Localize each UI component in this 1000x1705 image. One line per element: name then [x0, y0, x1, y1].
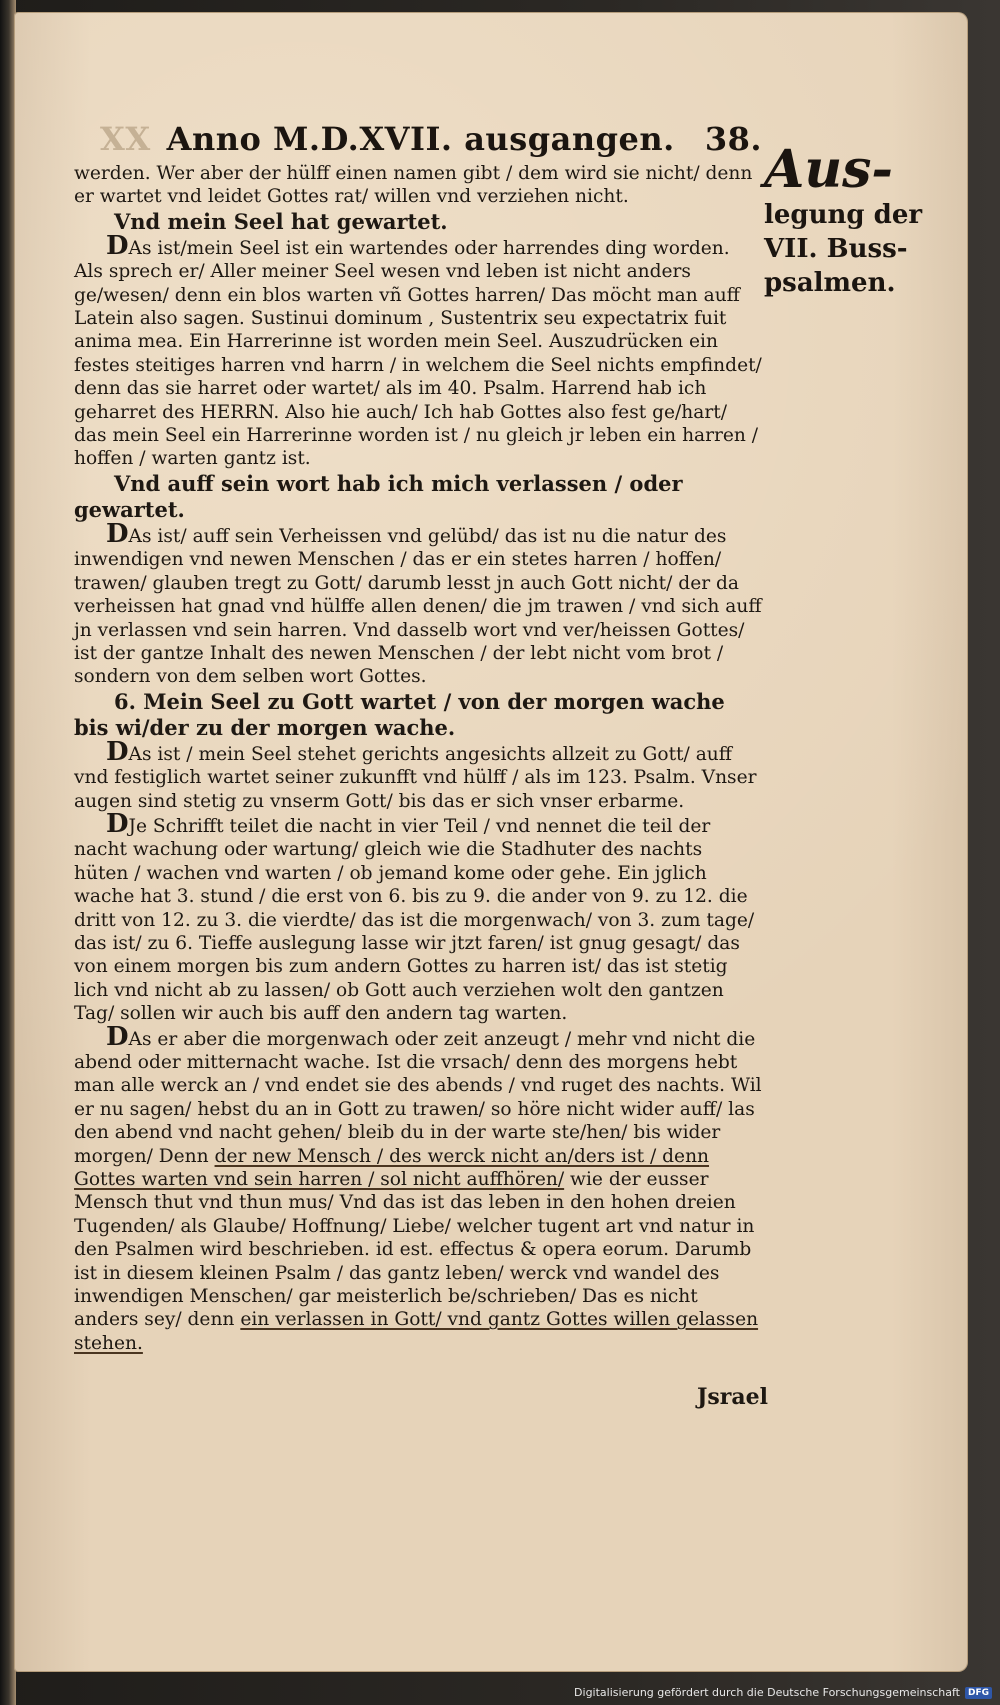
underlined-passage-2: ein verlassen in Gott/ vnd gantz Gottes willen gelassen stehen.	[74, 1309, 759, 1354]
verse-heading-3	[74, 689, 762, 741]
paragraph-5: DJe Schrifft teilet die nacht in vier Teil / vnd nennet die teil der nacht wachung oder wartung/ gleich wie die Stadhuter des nachts hüten / wachen vnd warten / ob jemand kome oder gehe. Ein jglich wache hat 3. stund / die erst von 6. bis zu 9. die ander von 9. zu 12. die dritt von 12. zu 3. die vierdte/ das ist die morgenwach/ von 3. zum tage/ das ist/ zu 6. Tieffe auslegung lasse wir jtzt faren/ ist gnug gesagt/ das von einem morgen bis zum andern Gottes zu harren ist/ das ist stetig lich vnd nicht ab zu lassen/ ob Gott auch verziehen wolt den gantzen Tag/ sollen wir auch bis auff den andern tag warten.	[74, 808, 755, 1025]
bleed-through-text: XX	[100, 120, 151, 158]
paragraph-6	[74, 1021, 762, 1356]
margin-note-line-1: Aus-	[764, 139, 894, 200]
catchword: Jsrael	[697, 1384, 768, 1410]
header-title: Anno M.D.XVII. ausgangen.	[166, 120, 675, 158]
paragraph-6-part-a: DAs er aber die morgenwach oder zeit anzeugt / mehr vnd nicht die abend oder mitternacht wache. Ist die vrsach/ denn des morgens hebt man alle werck an / vnd endet sie des abends / vnd ruget des nachts. Wil er nu sagen/ hebst du an in Gott zu trawen/ so höre nicht wider auff/ las den abend vnd nacht gehen/ bleib du in der warte ste/hen/ bis wider morgen/ Denn	[74, 1021, 762, 1167]
margin-note-line-3: VII. Buss-	[764, 234, 908, 264]
paragraph-1: werden. Wer aber der hülff einen namen gibt / dem wird sie nicht/ denn er wartet vnd leidet Gottes rat/ willen vnd verziehen nicht.	[74, 163, 753, 208]
margin-note-line-4: psalmen.	[764, 268, 896, 298]
footer-credit: Digitalisierung gefördert durch die Deutsche Forschungsgemeinschaft	[574, 1686, 960, 1699]
margin-note	[764, 139, 964, 300]
verse-heading-2: Vnd auff sein wort hab ich mich verlassen / oder gewartet.	[74, 470, 683, 522]
verse-number: 6.	[114, 688, 136, 714]
dfg-logo-icon: DFG	[965, 1687, 992, 1699]
margin-note-line-2: legung der	[764, 200, 923, 230]
paragraph-6-part-b: wie der eusser Mensch thut vnd thun mus/ Vnd das ist das leben in den hohen dreien Tugenden/ als Glaube/ Hoffnung/ Liebe/ welcher tugent art vnd natur in den Psalmen wird beschrieben. id est. effectus & opera eorum. Darumb ist in diesem kleinen Psalm / das gantz leben/ werck vnd wandel des inwendigen Menschen/ gar meisterlich be/schrieben/ Das es nicht anders sey/ denn	[74, 1169, 755, 1331]
paragraph-4: DAs ist / mein Seel stehet gerichts angesichts allzeit zu Gott/ auff vnd festiglich wartet seiner zukunfft vnd hülff / als im 123. Psalm. Vnser augen sind stetig zu vnserm Gott/ bis das er sich vnser erbarme.	[74, 736, 757, 812]
page-number: 38.	[704, 120, 762, 158]
body-text	[74, 162, 762, 1412]
underlined-passage-1: der new Mensch / des werck nicht an/ders ist / denn Gottes warten vnd sein harren / sol nicht auffhören/	[74, 1145, 710, 1191]
verse-heading-3-text: Mein Seel zu Gott wartet / von der morgen wache bis wi/der zu der morgen wache.	[74, 688, 725, 740]
paragraph-3: DAs ist/ auff sein Verheissen vnd gelübd/ das ist nu die natur des inwendigen vnd newen Menschen / das er ein stetes harren / hoffen/ trawen/ glauben tregt zu Gott/ darumb lesst jn auch Gott nicht/ der da verheissen hat gnad vnd hülffe allen denen/ die jm trawen / vnd sich auff jn verlassen vnd sein harren. Vnd dasselb wort vnd ver/heissen Gottes/ ist der gantze Inhalt des newen Menschen / der lebt nicht vom brot / sondern von dem selben wort Gottes.	[74, 518, 762, 688]
running-header	[100, 118, 770, 160]
verse-heading-1: Vnd mein Seel hat gewartet.	[114, 208, 448, 234]
paragraph-2: DAs ist/mein Seel ist ein wartendes oder harrendes ding worden. Als sprech er/ Aller meiner Seel wesen vnd leben ist nicht anders ge/wesen/ denn ein blos warten vñ Gottes harren/ Das möcht man auff Latein also sagen. Sustinui dominum , Sustentrix seu expectatrix fuit anima mea. Ein Harrerinne ist worden mein Seel. Auszudrücken ein festes steitiges harren vnd harrn / in welchem die Seel nichts empfindet/ denn das sie harret oder wartet/ als im 40. Psalm. Harrend hab ich geharret des HERRN. Also hie auch/ Ich hab Gottes also fest ge/hart/ das mein Seel ein Harrerinne worden ist / nu gleich jr leben ein harren / hoffen / warten gantz ist.	[74, 230, 762, 470]
digitization-footer	[574, 1686, 992, 1699]
